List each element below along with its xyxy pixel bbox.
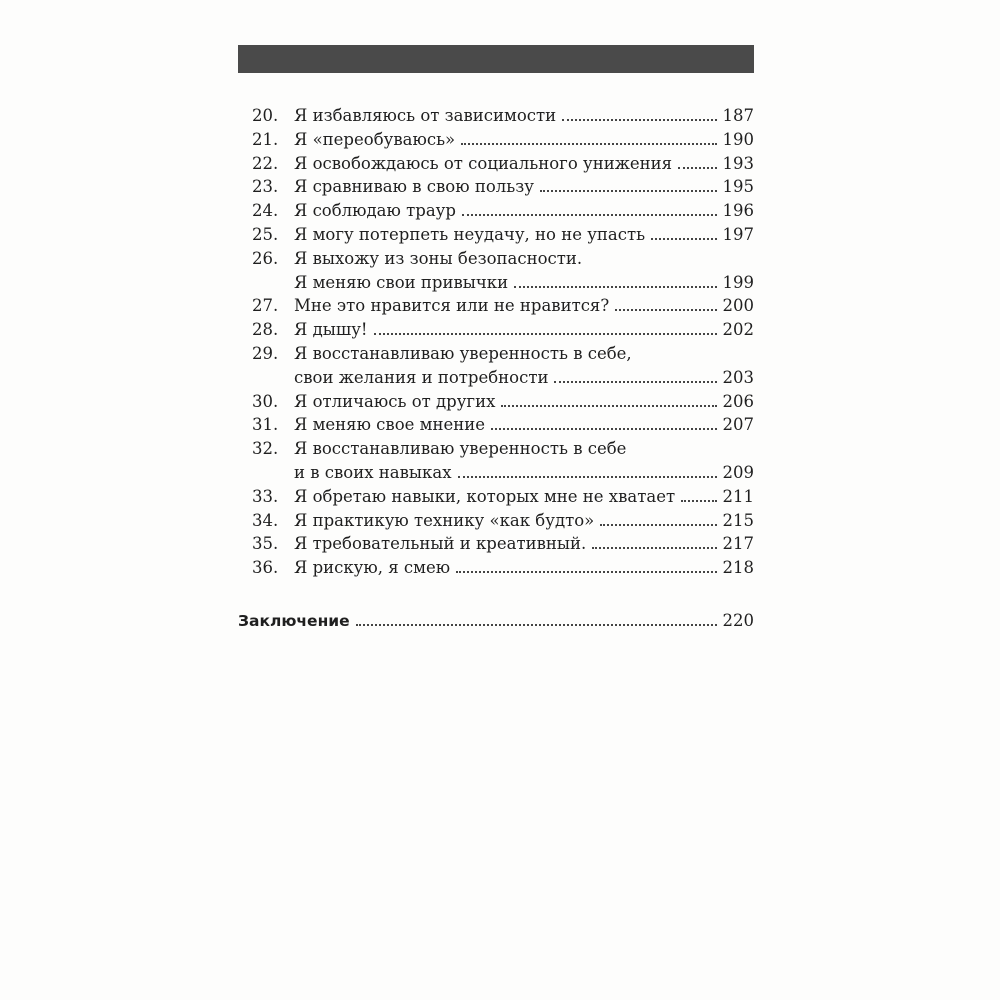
toc-entry-number: 33.	[252, 486, 279, 506]
toc-entry-page-number: 209	[722, 462, 754, 482]
dot-leader	[540, 177, 717, 192]
dot-leader	[458, 463, 717, 478]
toc-entry-title: Я требовательный и креативный.	[294, 534, 587, 554]
toc-entry	[252, 556, 754, 580]
toc-entry-number: 27.	[252, 296, 279, 316]
toc-entry-page-number: 195	[722, 177, 754, 197]
toc-entry-title: Я дышу!	[294, 320, 368, 340]
toc-entry-page-number: 196	[722, 201, 754, 221]
toc-entry-number: 28.	[252, 320, 279, 340]
dot-leader	[456, 558, 716, 573]
toc-entry-number: 29.	[252, 343, 279, 363]
toc-entry	[252, 223, 754, 247]
toc-entry-number: 24.	[252, 201, 279, 221]
toc-entry-number: 36.	[252, 558, 279, 578]
toc-entry	[252, 318, 754, 342]
table-of-contents	[252, 104, 754, 580]
dot-leader	[374, 320, 717, 335]
toc-entry-title: Я практикую технику «как будто»	[294, 510, 595, 530]
dot-leader	[681, 487, 716, 502]
toc-entry-title: Я отличаюсь от других	[294, 391, 496, 411]
toc-entry-title: Я обретаю навыки, которых мне не хватает	[294, 486, 676, 506]
toc-entry-page-number: 199	[722, 272, 754, 292]
toc-entry-title: Я восстанавливаю уверенность в себе,	[294, 343, 632, 363]
toc-entry-page-number: 200	[722, 296, 754, 316]
toc-entry-title: Я меняю свое мнение	[294, 415, 486, 435]
toc-entry-number: 31.	[252, 415, 279, 435]
toc-entry	[252, 437, 754, 461]
toc-entry-number: 22.	[252, 153, 279, 173]
toc-entry-number: 25.	[252, 224, 279, 244]
toc-entry	[252, 366, 754, 390]
toc-entry-page-number: 215	[722, 510, 754, 530]
toc-entry-number: 26.	[252, 248, 279, 268]
toc-entry	[252, 485, 754, 509]
dot-leader	[600, 511, 716, 526]
toc-entry-page-number: 190	[722, 129, 754, 149]
toc-entry	[252, 104, 754, 128]
dot-leader	[491, 415, 716, 430]
toc-entry	[252, 128, 754, 152]
toc-entry-page-number: 207	[722, 415, 754, 435]
toc-entry-page-number: 187	[722, 106, 754, 125]
toc-entry-page-number: 217	[722, 534, 754, 554]
toc-entry-title: Я могу потерпеть неудачу, но не упасть	[294, 224, 646, 244]
toc-entry-title: Я избавляюсь от зависимости	[294, 106, 557, 125]
toc-entry-number: 20.	[252, 106, 279, 125]
dot-leader	[501, 392, 716, 407]
dot-leader	[356, 611, 717, 626]
toc-entry-number: 23.	[252, 177, 279, 197]
toc-entry-page-number: 218	[722, 558, 754, 578]
toc-entry-title: и в своих навыках	[294, 462, 452, 482]
toc-entry	[252, 152, 754, 176]
dot-leader	[615, 296, 716, 311]
toc-entry-title: Мне это нравится или не нравится?	[294, 296, 610, 316]
toc-entry	[252, 294, 754, 318]
toc-entry-page-number: 211	[722, 486, 754, 506]
toc-entry-number: 34.	[252, 510, 279, 530]
toc-entry-title: Я рискую, я смею	[294, 558, 451, 578]
dot-leader	[592, 534, 716, 549]
toc-entry-page-number: 206	[722, 391, 754, 411]
toc-entry	[252, 509, 754, 533]
toc-entry	[252, 199, 754, 223]
dot-leader	[562, 106, 716, 121]
conclusion-title: Заключение	[238, 612, 350, 630]
toc-entry	[252, 532, 754, 556]
toc-entry-conclusion	[238, 608, 754, 634]
toc-entry-title: Я сравниваю в свою пользу	[294, 177, 534, 197]
toc-entry	[252, 271, 754, 295]
toc-entry-number: 32.	[252, 439, 279, 459]
toc-entry	[252, 175, 754, 199]
toc-entry	[252, 390, 754, 414]
toc-entry-title: Я «переобуваюсь»	[294, 129, 456, 149]
toc-entry-title: свои желания и потребности	[294, 367, 549, 387]
toc-entry-page-number: 197	[722, 224, 754, 244]
toc-entry	[252, 247, 754, 271]
header-bar	[238, 45, 754, 73]
dot-leader	[514, 273, 716, 288]
dot-leader	[461, 130, 716, 145]
toc-entry	[252, 413, 754, 437]
toc-entry-title: Я восстанавливаю уверенность в себе	[294, 439, 627, 459]
dot-leader	[651, 225, 716, 240]
toc-entry-page-number: 203	[722, 367, 754, 387]
toc-entry-title: Я освобождаюсь от социального унижения	[294, 153, 673, 173]
toc-entry-title: Я выхожу из зоны безопасности.	[294, 248, 583, 268]
toc-entry	[252, 342, 754, 366]
toc-entry-number: 30.	[252, 391, 279, 411]
toc-entry-page-number: 202	[722, 320, 754, 340]
toc-entry-title: Я меняю свои привычки	[294, 272, 509, 292]
toc-entry-number: 21.	[252, 129, 279, 149]
dot-leader	[462, 201, 717, 216]
toc-entry-number: 35.	[252, 534, 279, 554]
toc-entry-page-number: 193	[722, 153, 754, 173]
toc-entry-title: Я соблюдаю траур	[294, 201, 456, 221]
conclusion-page-number: 220	[722, 611, 754, 630]
dot-leader	[554, 368, 716, 383]
dot-leader	[678, 154, 716, 169]
toc-entry	[252, 461, 754, 485]
